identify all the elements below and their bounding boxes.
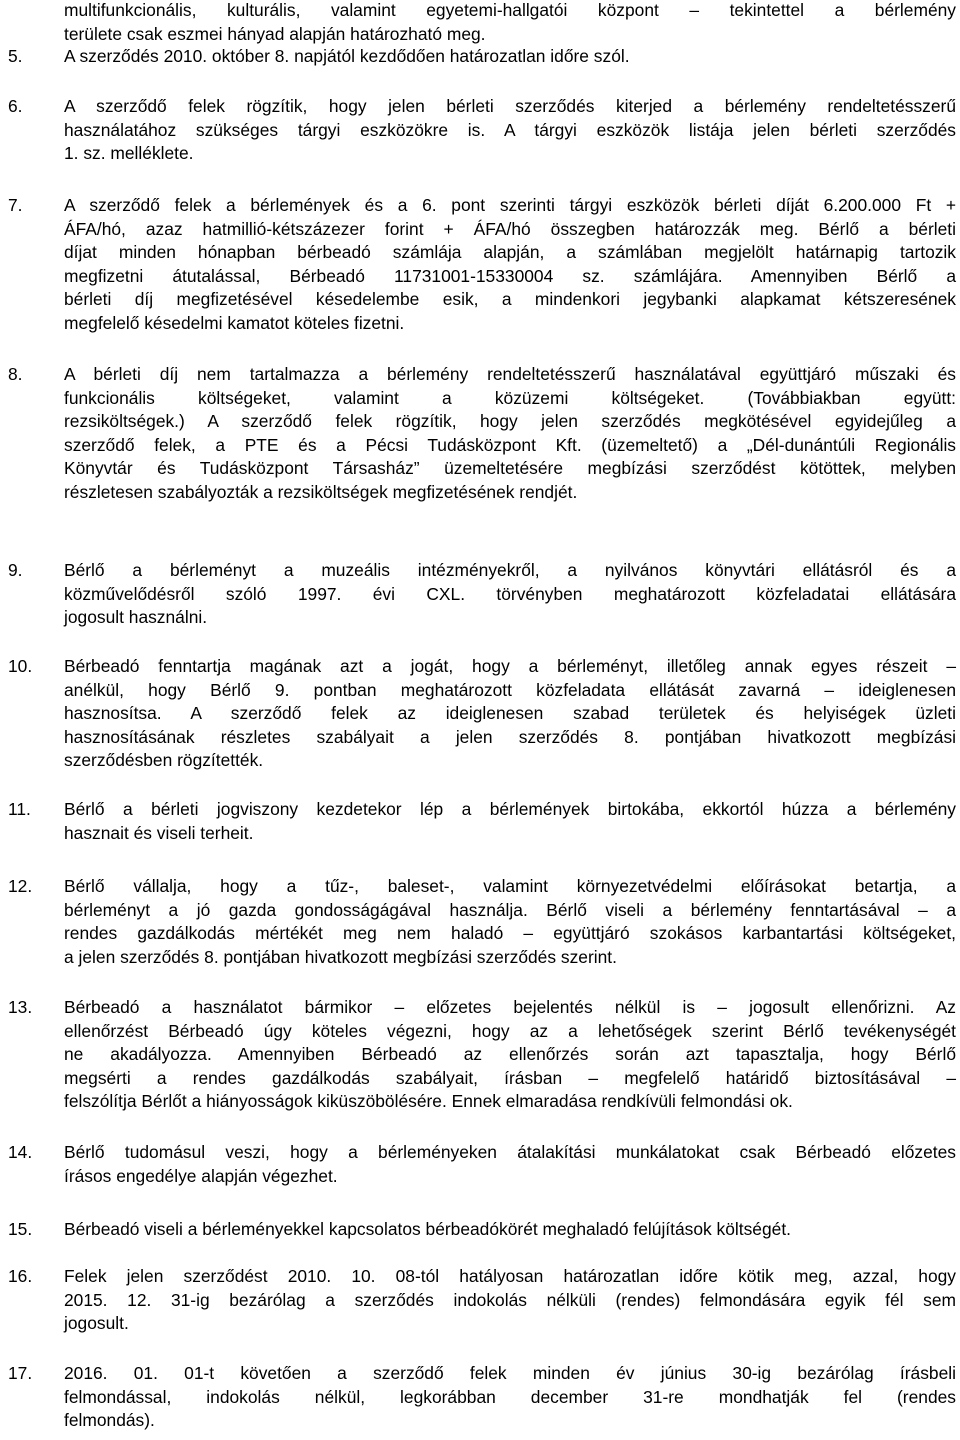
paragraph-text <box>64 0 956 46</box>
text-line: megfelelő késedelmi kamatot köteles fizetni. <box>64 312 405 333</box>
text-line: Bérbeadó viseli a bérleményekkel kapcsolatos bérbeadókörét meghaladó felújítások költségét. <box>64 1219 791 1239</box>
paragraph-text <box>64 655 956 773</box>
paragraph-text <box>64 1218 956 1242</box>
text-line: felmondás). <box>64 1410 155 1431</box>
paragraph-text <box>64 194 956 336</box>
paragraph-12 <box>0 875 960 969</box>
paragraph-10 <box>0 655 960 773</box>
paragraph-number: 9. <box>8 560 23 580</box>
paragraph-16 <box>0 1265 960 1336</box>
paragraph-number: 7. <box>8 195 23 215</box>
text-line: hasznait és viseli terheit. <box>64 822 254 843</box>
text-line: A szerződés 2010. október 8. napjától kezdődően határozatlan időre szól. <box>64 46 630 66</box>
text-line: megfizetni átutalással, Bérbeadó 11731001-15330004 sz. számlájára. Amennyiben Bérlő a <box>64 265 956 286</box>
paragraph-number: 17. <box>8 1363 33 1383</box>
text-line: ÁFA/hó, azaz hatmillió-kétszázezer forint + ÁFA/hó összegben határozzák meg. Bérlő a bérleti <box>64 218 956 239</box>
paragraph-text <box>64 1362 956 1433</box>
paragraph-6 <box>0 95 960 166</box>
text-line: részletesen szabályozták a rezsiköltségek megfizetésének rendjét. <box>64 481 578 502</box>
paragraph-7 <box>0 194 960 336</box>
text-line: hasznosítsa. A szerződő felek az ideiglenesen szabad területek és helyiségek üzleti <box>64 703 956 724</box>
text-line: 1. sz. melléklete. <box>64 143 194 164</box>
paragraph-text <box>64 95 956 166</box>
text-line: ellenőrzést Bérbeadó úgy köteles végezni, hogy az a lehetőségek szerint Bérlő tevékenységét <box>64 1020 956 1041</box>
paragraph-number: 8. <box>8 364 23 384</box>
paragraph-9 <box>0 559 960 630</box>
paragraph-text <box>64 1265 956 1336</box>
text-line: hasznosításának részletes szabályait a jelen szerződés 8. pontjában hivatkozott megbízási <box>64 726 956 747</box>
text-line: bérleményt a jó gazda gondosságágával használja. Bérlő viseli a bérlemény fenntartásával – a <box>64 899 956 920</box>
text-line: ne akadályozza. Amennyiben Bérbeadó az ellenőrzés során azt tapasztalja, hogy Bérlő <box>64 1044 956 1065</box>
paragraph-text <box>64 45 956 69</box>
text-line: rendes gazdálkodás mértékét meg nem haladó – együttjáró szokásos karbantartási költségeket, <box>64 923 956 944</box>
paragraph-13 <box>0 996 960 1114</box>
text-line: díjat minden hónapban bérbeadó számlája alapján, a számlában megjelölt határnapig tartozik <box>64 242 956 263</box>
paragraph-number: 11. <box>8 799 31 819</box>
paragraph-17 <box>0 1362 960 1433</box>
text-line: Bérlő tudomásul veszi, hogy a bérleményeken átalakítási munkálatokat csak Bérbeadó előzetes <box>64 1142 956 1162</box>
text-line: rezsiköltségek.) A szerződő felek rögzítik, hogy jelen szerződés megkötésével egyidejűleg a <box>64 411 956 432</box>
text-line: a jelen szerződés 8. pontjában hivatkozott megbízási szerződés szerint. <box>64 946 617 967</box>
text-line: multifunkcionális, kulturális, valamint egyetemi-hallgatói központ – tekintettel a bérlemény <box>64 0 956 20</box>
paragraph-text <box>64 1141 956 1188</box>
text-line: szerződő felek, a PTE és a Pécsi Tudásközpont Kft. (üzemeltető) a „Dél-dunántúli Regionális <box>64 434 956 455</box>
paragraph-text <box>64 996 956 1114</box>
paragraph-5 <box>0 45 960 69</box>
paragraph-number: 10. <box>8 656 33 676</box>
paragraph-number: 16. <box>8 1266 33 1286</box>
text-line: Bérbeadó a használatot bármikor – előzetes bejelentés nélkül is – jogosult ellenőrizni. Az <box>64 997 956 1017</box>
paragraph-number: 5. <box>8 46 23 66</box>
text-line: Bérlő a bérleti jogviszony kezdetekor lép a bérlemények birtokába, ekkortól húzza a bérlemény <box>64 799 956 819</box>
paragraph-14 <box>0 1141 960 1188</box>
paragraph-text <box>64 559 956 630</box>
text-line: használatához szükséges tárgyi eszközökre is. A tárgyi eszközök listája jelen bérleti szerződés <box>64 119 956 140</box>
paragraph-number: 14. <box>8 1142 33 1162</box>
paragraph-continuation <box>0 0 960 46</box>
text-line: 2015. 12. 31-ig bezárólag a szerződés indokolás nélküli (rendes) felmondására egyik fél sem <box>64 1289 956 1310</box>
paragraph-11 <box>0 798 960 845</box>
text-line: felszólítja Bérlőt a hiányosságok kiküszöbölésére. Ennek elmaradása rendkívüli felmondási ok. <box>64 1091 793 1112</box>
text-line: 2016. 01. 01-t követően a szerződő felek minden év június 30-ig bezárólag írásbeli <box>64 1363 956 1383</box>
text-line: A szerződő felek a bérlemények és a 6. pont szerinti tárgyi eszközök bérleti díját 6.200.000 Ft + <box>64 195 956 215</box>
text-line: bérleti díj megfizetésével késedelembe esik, a mindenkori jegybanki alapkamat kétszeresének <box>64 289 956 310</box>
text-line: Felek jelen szerződést 2010. 10. 08-tól hatályosan határozatlan időre kötik meg, azzal, hogy <box>64 1266 956 1286</box>
paragraph-text <box>64 363 956 505</box>
paragraph-number: 6. <box>8 96 23 116</box>
text-line: írásos engedélye alapján végezhet. <box>64 1165 338 1186</box>
text-line: jogosult. <box>64 1313 129 1334</box>
paragraph-number: 12. <box>8 876 33 896</box>
text-line: szerződésben rögzítették. <box>64 750 264 771</box>
text-line: anélkül, hogy Bérlő 9. pontban meghatározott közfeladata ellátását zavarná – ideiglenesen <box>64 679 956 700</box>
text-line: funkcionális költségeket, valamint a közüzemi költségeket. (Továbbiakban együtt: <box>64 387 956 408</box>
text-line: területe csak eszmei hányad alapján határozható meg. <box>64 23 486 44</box>
text-line: közművelődésről szóló 1997. évi CXL. törvényben meghatározott közfeladatai ellátására <box>64 583 956 604</box>
text-line: felmondással, indokolás nélkül, legkorábban december 31-re mondhatják fel (rendes <box>64 1386 956 1407</box>
paragraph-8 <box>0 363 960 505</box>
text-line: Bérlő vállalja, hogy a tűz-, baleset-, valamint környezetvédelmi előírásokat betartja, a <box>64 876 956 896</box>
paragraph-text <box>64 798 956 845</box>
paragraph-text <box>64 875 956 969</box>
text-line: Bérlő a bérleményt a muzeális intézményekről, a nyilvános könyvtári ellátásról és a <box>64 560 956 580</box>
paragraph-number: 15. <box>8 1219 33 1239</box>
text-line: Bérbeadó fenntartja magának azt a jogát, hogy a bérleményt, illetőleg annak egyes részeit – <box>64 656 956 676</box>
text-line: A szerződő felek rögzítik, hogy jelen bérleti szerződés kiterjed a bérlemény rendeltetésszerű <box>64 96 956 116</box>
text-line: megsérti a rendes gazdálkodás szabályait, írásban – megfelelő határidő biztosításával – <box>64 1067 956 1088</box>
paragraph-number: 13. <box>8 997 33 1017</box>
text-line: Könyvtár és Tudásközpont Társasház” üzemeltetésére megbízási szerződést kötöttek, melyben <box>64 458 956 479</box>
paragraph-15 <box>0 1218 960 1242</box>
text-line: jogosult használni. <box>64 607 208 628</box>
text-line: A bérleti díj nem tartalmazza a bérlemény rendeltetésszerű használatával együttjáró műszaki és <box>64 364 956 384</box>
